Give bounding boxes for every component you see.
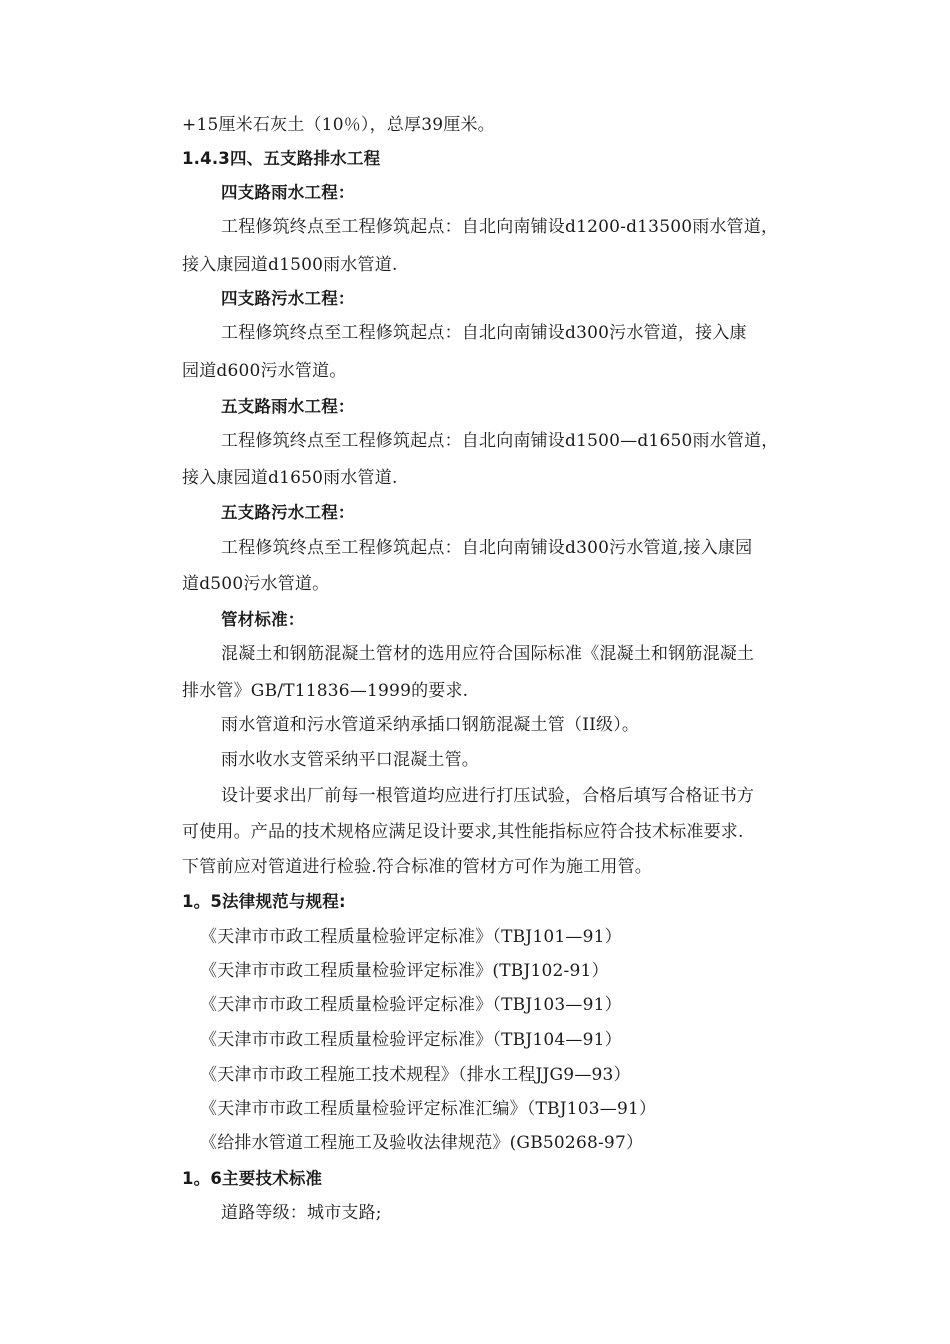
subsection-heading: 五支路雨水工程：: [221, 397, 355, 416]
section-heading: 1。6主要技术标准: [182, 1169, 323, 1188]
reference-item: 《天津市市政工程质量检验评定标准》(TBJ102-91）: [200, 961, 609, 981]
section-heading: 1.4.3四、五支路排水工程: [182, 149, 381, 168]
text-line: 工程修筑终点至工程修筑起点：自北向南铺设d1500—d1650雨水管道，: [221, 431, 779, 451]
text-line: 接入康园道d1650雨水管道.: [182, 468, 398, 488]
text-line: 工程修筑终点至工程修筑起点：自北向南铺设d1200-d13500雨水管道，: [221, 217, 779, 237]
subsection-heading: 五支路污水工程：: [221, 503, 355, 522]
text-line: 可使用。产品的技术规格应满足设计要求,其性能指标应符合技术标准要求.: [182, 822, 744, 842]
reference-item: 《给排水管道工程施工及验收法律规范》(GB50268-97）: [200, 1133, 644, 1153]
text-line: 工程修筑终点至工程修筑起点：自北向南铺设d300污水管道，接入康: [221, 323, 747, 343]
subsection-heading: 四支路污水工程：: [221, 289, 355, 308]
text-line: 雨水管道和污水管道采纳承插口钢筋混凝土管（II级）。: [221, 715, 640, 735]
text-line: 接入康园道d1500雨水管道.: [182, 255, 398, 275]
text-line: 道d500污水管道。: [182, 574, 330, 594]
subsection-heading: 四支路雨水工程：: [221, 183, 355, 202]
reference-item: 《天津市市政工程施工技术规程》（排水工程JJG9—93）: [200, 1065, 631, 1085]
reference-item: 《天津市市政工程质量检验评定标准》（TBJ104—91）: [200, 1030, 622, 1050]
section-heading: 1。5法律规范与规程:: [182, 892, 346, 911]
reference-item: 《天津市市政工程质量检验评定标准》（TBJ101—91）: [200, 927, 622, 947]
reference-item: 《天津市市政工程质量检验评定标准汇编》（TBJ103—91）: [200, 1099, 657, 1119]
text-line: 工程修筑终点至工程修筑起点：自北向南铺设d300污水管道,接入康园: [221, 538, 753, 558]
text-line: 道路等级：城市支路;: [221, 1203, 382, 1223]
text-line: +15厘米石灰土（10％），总厚39厘米。: [182, 115, 495, 135]
text-line: 排水管》GB/T11836—1999的要求.: [182, 681, 469, 701]
text-line: 设计要求出厂前每一根管道均应进行打压试验，合格后填写合格证书方: [221, 786, 755, 806]
text-line: 混凝土和钢筋混凝土管材的选用应符合国际标准《混凝土和钢筋混凝土: [221, 644, 755, 664]
text-line: 雨水收水支管采纳平口混凝土管。: [221, 750, 479, 770]
reference-item: 《天津市市政工程质量检验评定标准》（TBJ103—91）: [200, 995, 622, 1015]
subsection-heading: 管材标准：: [221, 610, 305, 629]
text-line: 下管前应对管道进行检验.符合标准的管材方可作为施工用管。: [182, 857, 653, 877]
text-line: 园道d600污水管道。: [182, 361, 347, 381]
